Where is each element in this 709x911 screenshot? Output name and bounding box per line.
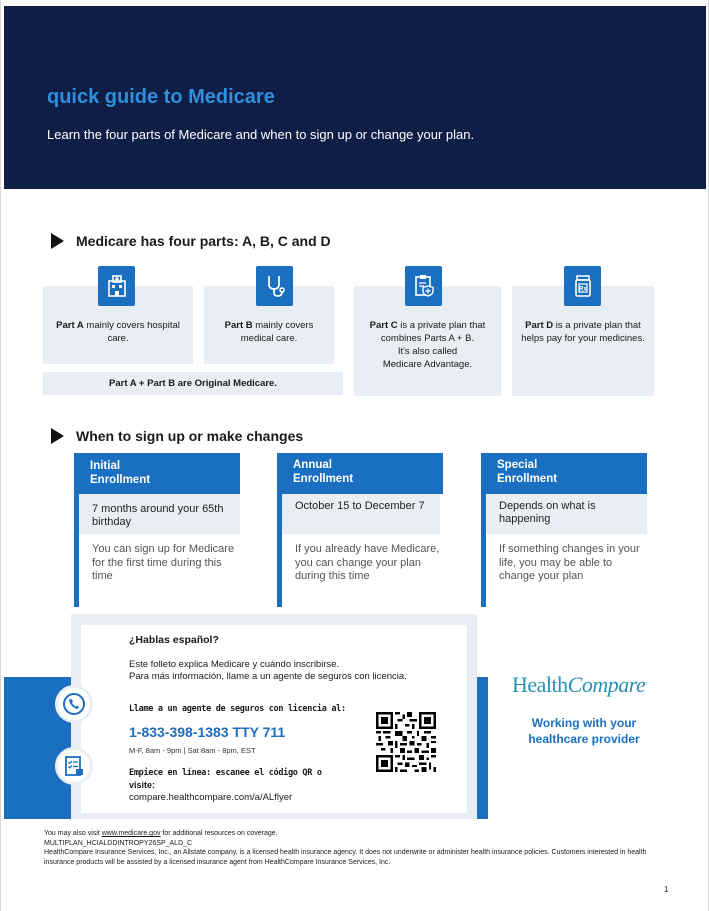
svg-text:Rx: Rx: [578, 286, 587, 293]
office-hours: M-F, 8am - 9pm | Sat 8am - 8pm, EST: [129, 746, 256, 755]
initial-enrollment-title: Initial Enrollment: [74, 453, 240, 494]
healthcompare-logo: HealthCompare.: [512, 672, 648, 697]
play-arrow-icon: [51, 428, 64, 444]
annual-enrollment-title: Annual Enrollment: [277, 453, 443, 494]
initial-enrollment-desc: You can sign up for Medicare for the first time during this time: [92, 543, 235, 582]
footer-disclaimer: [44, 829, 664, 867]
spanish-title: ¿Hablas español?: [129, 634, 219, 646]
part-a-text: mainly covers hospital care.: [83, 320, 180, 344]
phone-icon: [55, 685, 93, 723]
special-enrollment-column: [481, 453, 647, 607]
part-c-line3: Medicare Advantage.: [382, 359, 473, 370]
qr-code[interactable]: [376, 712, 436, 772]
prescription-bottle-icon: [564, 266, 601, 306]
special-enrollment-desc: If something changes in your life, you may be able to change your plan: [499, 543, 640, 582]
annual-enrollment-desc: If you already have Medicare, you can change your plan during this time: [295, 543, 440, 582]
header-banner: [4, 6, 706, 189]
spanish-line2: Para más información, llame a un agente de seguros con licencia.: [129, 671, 407, 682]
spanish-line1: Este folleto explica Medicare y cuándo inscribirse.: [129, 659, 340, 670]
stethoscope-icon: [256, 266, 293, 306]
part-c-text: is a private plan that combines Parts A + B.: [380, 320, 486, 344]
clipboard-shield-icon: [405, 266, 442, 306]
agent-label: Llame a un agente de seguros con licencia al:: [129, 704, 346, 714]
footer-legal: HealthCompare Insurance Services, Inc., an Allstate company, is a licensed health insurance agency. It does not underwrite or administer health insurance policies. Customers interested in health insurance products will be assisted by a licensed insurance agent from HealthCompare Insurance Services, Inc.: [44, 849, 647, 866]
brand-tagline: Working with your healthcare provider: [528, 716, 640, 746]
annual-enrollment-column: [277, 453, 443, 607]
enroll-online-label: Empiece en línea: escanee el código QR o: [129, 768, 322, 778]
page-title: quick guide to Medicare: [47, 86, 275, 108]
visit-label: visite:: [129, 780, 156, 790]
annual-enrollment-date: October 15 to December 7: [282, 494, 440, 534]
enroll-url[interactable]: compare.healthcompare.com/a/ALflyer: [129, 792, 293, 803]
original-medicare-note: Part A + Part B are Original Medicare.: [43, 372, 343, 395]
page-number: 1: [664, 885, 669, 894]
part-b-name: Part B: [224, 320, 253, 331]
parts-heading: [51, 233, 331, 249]
footer-line1: You may also visit www.medicare.gov for additional resources on coverage.: [44, 830, 278, 837]
part-c-line2: It's also called: [397, 346, 458, 357]
footer-code: MULTIPLAN_HCIALDDINTROPY26SP_ALD_C: [44, 839, 193, 847]
checklist-icon: [55, 747, 93, 785]
part-c-name: Part C: [369, 320, 398, 331]
part-d-name: Part D: [525, 320, 554, 331]
part-b-text: mainly covers medical care.: [240, 320, 314, 344]
special-enrollment-date: Depends on what is happening: [486, 494, 647, 534]
initial-enrollment-date: 7 months around your 65th birthday: [79, 494, 240, 534]
part-a-name: Part A: [56, 320, 84, 331]
enrollment-heading: [51, 428, 303, 444]
special-enrollment-title: Special Enrollment: [481, 453, 647, 494]
enrollment-heading-text: When to sign up or make changes: [76, 428, 304, 444]
parts-heading-text: Medicare has four parts: A, B, C and D: [76, 233, 331, 249]
medicare-gov-link[interactable]: www.medicare.gov: [101, 830, 161, 837]
part-d-text: is a private plan that helps pay for your medicines.: [521, 320, 645, 344]
play-arrow-icon: [51, 233, 64, 249]
phone-number[interactable]: 1-833-398-1383 TTY 711: [129, 724, 286, 740]
hospital-icon: [98, 266, 135, 306]
page-subtitle: Learn the four parts of Medicare and when to sign up or change your plan.: [47, 127, 475, 142]
initial-enrollment-column: [74, 453, 240, 607]
